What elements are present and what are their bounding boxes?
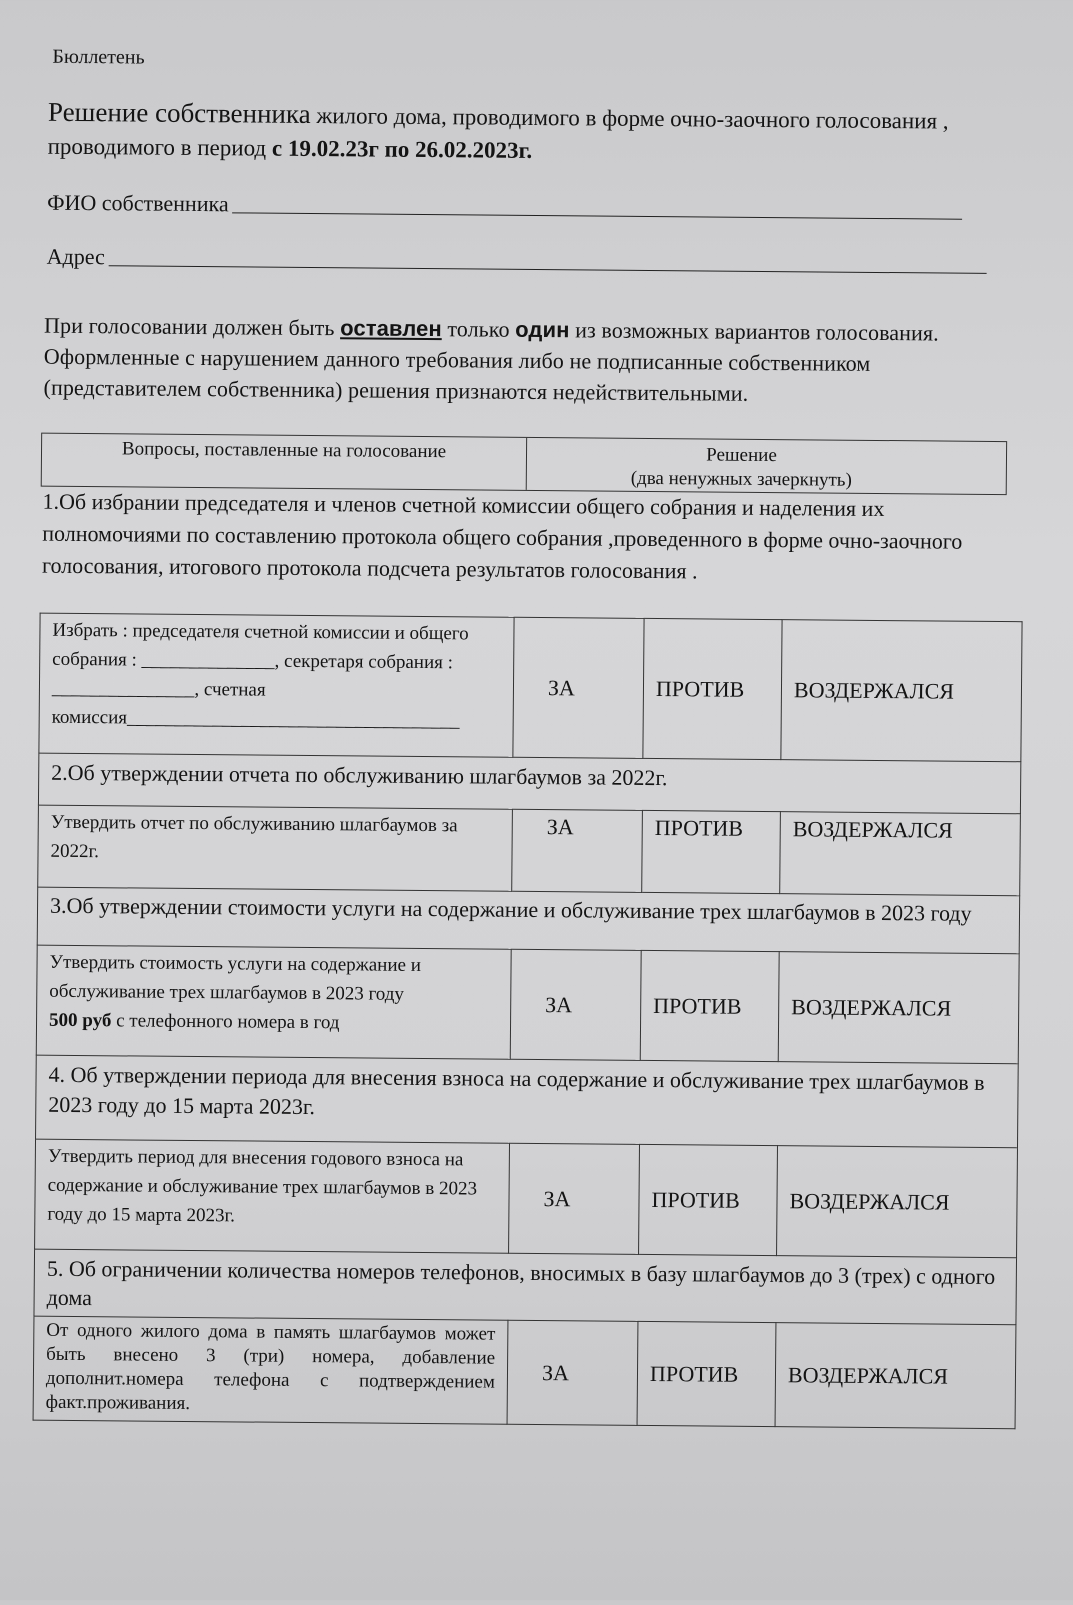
question-2-decision: Утвердить отчет по обслуживанию шлагбаумов за 2022г. <box>38 805 513 891</box>
vote-table <box>33 613 1023 1430</box>
question-1-for-option[interactable]: ЗА <box>513 617 644 758</box>
question-5-title: 5. Об ограничении количества номеров телефонов, вносимых в базу шлагбаумов до 3 (трех) с одного дома <box>34 1249 1017 1325</box>
question-3-decision-cell <box>36 945 511 1059</box>
notice-part1: При голосовании должен быть <box>44 312 341 341</box>
address-field[interactable] <box>47 244 987 278</box>
notice-emphasis-one: один <box>515 316 570 343</box>
question-3-for-option[interactable]: ЗА <box>510 949 641 1060</box>
owner-name-label: ФИО собственника <box>47 189 229 217</box>
heading-period: с 19.02.23г по 26.02.2023г. <box>271 135 533 163</box>
question-3-decision: Утвердить стоимость услуги на содержание и обслуживание трех шлагбаумов в 2023 году <box>49 951 422 1005</box>
question-2-title: 2.Об утверждении отчета по обслуживанию шлагбаумов за 2022г. <box>38 753 1020 814</box>
question-4-decision: Утвердить период для внесения годового взноса на содержание и обслуживание трех шлагбаумов в 2023 году до 15 марта 2023г. <box>35 1139 510 1253</box>
document-kicker: Бюллетень <box>52 45 145 69</box>
heading-lead: Решение собственника <box>47 96 311 130</box>
question-4-abstain-option[interactable]: ВОЗДЕРЖАЛСЯ <box>777 1146 1018 1258</box>
voting-notice <box>43 310 1019 412</box>
owner-name-field[interactable] <box>47 190 963 224</box>
question-1-decision: Избрать : председателя счетной комиссии и общего собрания : ______________, секретаря собрания : _______________, счетная комиссия___________________________________ <box>39 613 514 757</box>
notice-part3: из возможных вариантов голосования. Оформленные с нарушением данного требования либо не подписанные собственником (представителем собственника) решения признаются недействительными. <box>43 317 939 406</box>
question-4-title-row <box>36 1055 1019 1148</box>
question-5-row <box>33 1316 1016 1429</box>
document-heading <box>48 96 1009 171</box>
header-table <box>41 433 1007 495</box>
address-line[interactable] <box>109 265 987 274</box>
notice-emphasis-left: оставлен <box>340 315 442 342</box>
header-decision-cell <box>527 438 1006 494</box>
question-3-decision-tail: с телефонного номера в год <box>111 1010 340 1034</box>
question-1-against-option[interactable]: ПРОТИВ <box>643 618 782 759</box>
question-4-title: 4. Об утверждении периода для внесения взноса на содержание и обслуживание трех шлагбаумов в 2023 году до 15 марта 2023г. <box>36 1055 1019 1148</box>
header-questions: Вопросы, поставленные на голосование <box>42 434 527 490</box>
question-5-decision: От одного жилого дома в память шлагбаумов может быть внесено 3 (три) номера, добавление дополнит.номера телефона с подтверждением факт.проживания. <box>33 1316 508 1424</box>
header-decision: Решение <box>706 444 777 467</box>
question-1-abstain-option[interactable]: ВОЗДЕРЖАЛСЯ <box>781 620 1022 762</box>
question-4-row <box>35 1139 1018 1258</box>
question-3-row <box>36 945 1019 1064</box>
question-3-price: 500 руб <box>48 1009 112 1032</box>
question-1-row <box>39 613 1022 762</box>
question-4-for-option[interactable]: ЗА <box>509 1143 640 1254</box>
question-5-against-option[interactable]: ПРОТИВ <box>637 1321 776 1426</box>
question-3-abstain-option[interactable]: ВОЗДЕРЖАЛСЯ <box>778 952 1019 1064</box>
question-3-against-option[interactable]: ПРОТИВ <box>640 950 779 1061</box>
question-1-title: 1.Об избрании председателя и членов счетной комиссии общего собрания и наделения их полномочиями по составлению протокола общего собрания ,проведенного в форме очно-заочного голосования, итогового протокола подсчета результатов голосования . <box>41 488 963 584</box>
notice-part2: только <box>441 316 516 342</box>
address-label: Адрес <box>46 243 106 270</box>
question-2-row <box>38 805 1021 896</box>
question-3-title: 3.Об утверждении стоимости услуги на содержание и обслуживание трех шлагбаумов в 2023 году <box>37 887 1019 954</box>
header-decision-note: (два ненужных зачеркнуть) <box>630 467 852 491</box>
question-5-abstain-option[interactable]: ВОЗДЕРЖАЛСЯ <box>775 1323 1016 1429</box>
question-2-against-option[interactable]: ПРОТИВ <box>642 810 781 893</box>
heading-text: жилого дома, проводимого в форме очно-заочного голосования , проводимого в период <box>47 103 949 161</box>
question-5-for-option[interactable]: ЗА <box>507 1320 638 1425</box>
question-2-title-row <box>38 753 1020 814</box>
question-5-title-row <box>34 1249 1017 1325</box>
question-3-title-row <box>37 887 1019 954</box>
question-4-against-option[interactable]: ПРОТИВ <box>639 1144 778 1255</box>
question-2-for-option[interactable]: ЗА <box>512 809 643 892</box>
owner-name-line[interactable] <box>233 212 963 219</box>
question-2-abstain-option[interactable]: ВОЗДЕРЖАЛСЯ <box>780 812 1021 896</box>
